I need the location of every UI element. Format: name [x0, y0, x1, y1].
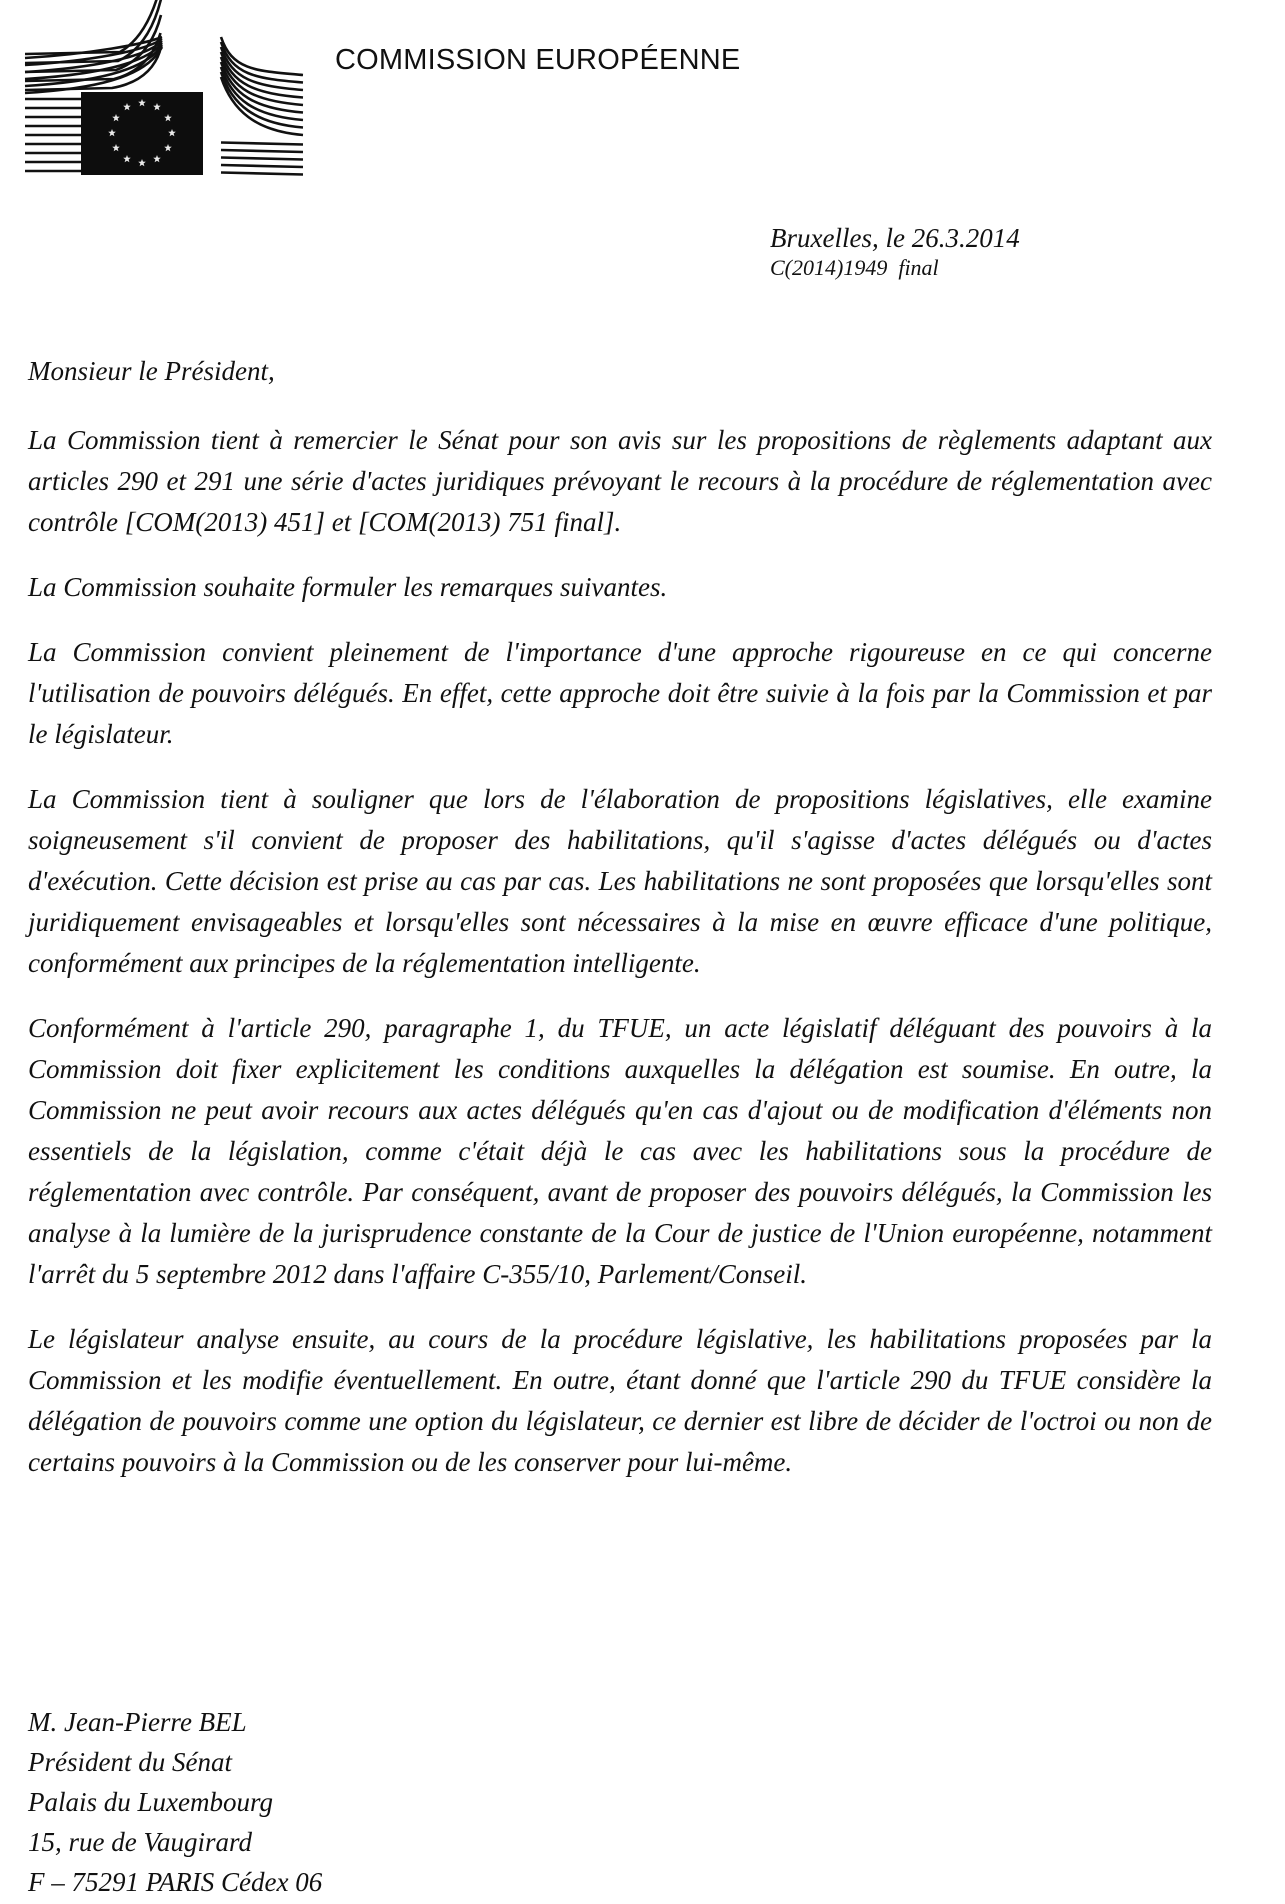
recipient-title: Président du Sénat	[28, 1747, 232, 1777]
recipient-city: F – 75291 PARIS Cédex 06	[28, 1867, 323, 1897]
paragraph: Conformément à l'article 290, paragraphe 1, du TFUE, un acte législatif déléguant des pouvoirs à la Commission doit fixer explicitement les conditions auxquelles la délégation est soumise. En outre, la Commission ne peut avoir recours aux actes délégués qu'en cas d'ajout ou de modification d'éléments non essentiels de la législation, comme c'était déjà le cas avec les habilitations sous la procédure de réglementation avec contrôle. Par conséquent, avant de proposer des pouvoirs délégués, la Commission les analyse à la lumière de la jurisprudence constante de la Cour de justice de l'Union européenne, notamment l'arrêt du 5 septembre 2012 dans l'affaire C-355/10, Parlement/Conseil.	[28, 1013, 1212, 1289]
document-reference: C(2014)1949 final	[770, 255, 939, 280]
logo-right-building-lines	[221, 37, 303, 175]
date-block	[770, 222, 1020, 282]
salutation: Monsieur le Président,	[28, 356, 275, 386]
letter-body	[28, 420, 1212, 1507]
recipient-name: M. Jean-Pierre BEL	[28, 1707, 247, 1737]
european-commission-logo-icon	[0, 0, 320, 190]
paragraph: La Commission souhaite formuler les remarques suivantes.	[28, 572, 668, 602]
paragraph: Le législateur analyse ensuite, au cours de la procédure législative, les habilitations proposées par la Commission et les modifie éventuellement. En outre, étant donné que l'article 290 du TFUE considère la délégation de pouvoirs comme une option du législateur, ce dernier est libre de décider de l'octroi ou non de certains pouvoirs à la Commission ou de les conserver pour lui-même.	[28, 1324, 1212, 1477]
logo-line	[221, 158, 303, 160]
paragraph: La Commission tient à souligner que lors de l'élaboration de propositions législatives, elle examine soigneusement s'il convient de proposer des habilitations, qu'il s'agisse d'actes délégués ou d'actes d'exécution. Cette décision est prise au cas par cas. Les habilitations ne sont proposées que lorsqu'elles sont juridiquement envisageables et lorsqu'elles sont nécessaires à la mise en œuvre efficace d'une politique, conformément aux principes de la réglementation intelligente.	[28, 784, 1212, 978]
recipient-building: Palais du Luxembourg	[28, 1787, 273, 1817]
logo-line	[221, 143, 303, 145]
organization-name: COMMISSION EUROPÉENNE	[335, 44, 741, 76]
paragraph: La Commission convient pleinement de l'importance d'une approche rigoureuse en ce qui concerne l'utilisation de pouvoirs délégués. En effet, cette approche doit être suivie à la fois par la Commission et par le législateur.	[28, 637, 1212, 749]
logo-line	[221, 173, 303, 175]
recipient-address	[28, 1702, 322, 1902]
logo-line	[25, 0, 162, 54]
paragraph: La Commission tient à remercier le Sénat pour son avis sur les propositions de règlements adaptant aux articles 290 et 291 une série d'actes juridiques prévoyant le recours à la procédure de réglementation avec contrôle [COM(2013) 451] et [COM(2013) 751 final].	[28, 425, 1212, 537]
logo-line	[221, 42, 303, 83]
logo-line	[221, 165, 303, 167]
place-and-date: Bruxelles, le 26.3.2014	[770, 223, 1020, 253]
recipient-street: 15, rue de Vaugirard	[28, 1827, 252, 1857]
logo-line	[221, 150, 303, 152]
